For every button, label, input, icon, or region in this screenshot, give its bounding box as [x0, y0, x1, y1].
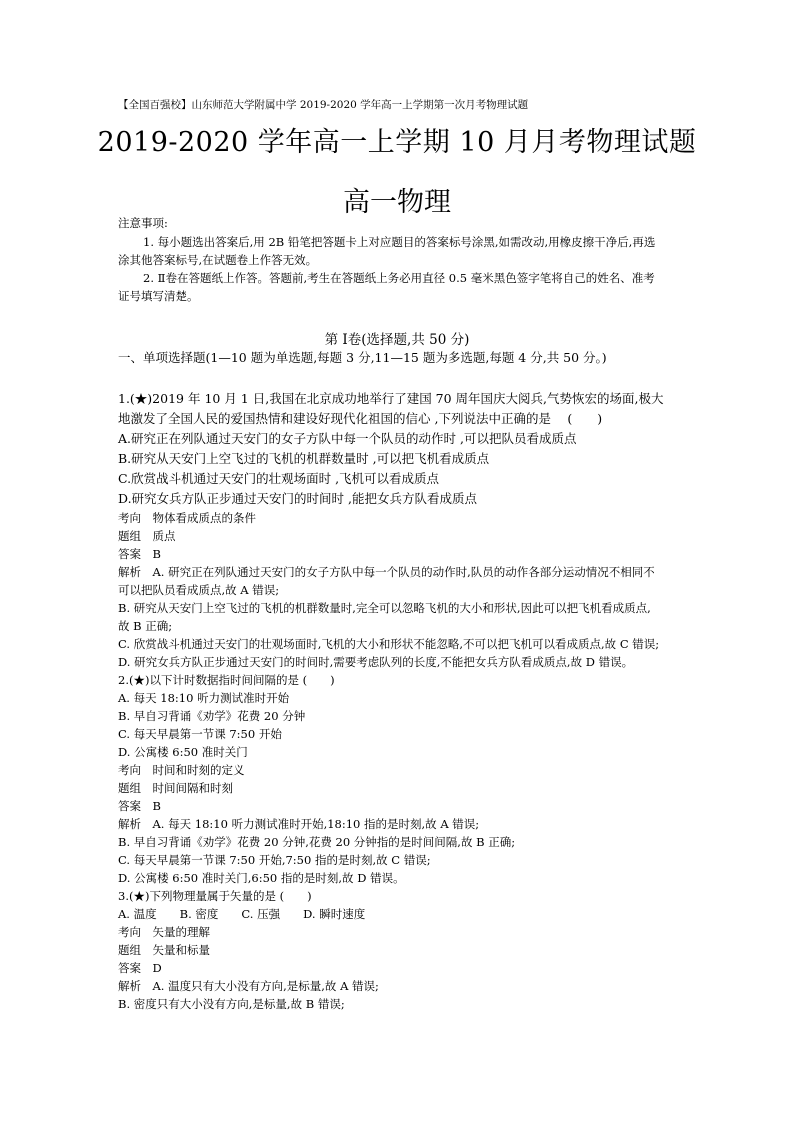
question-1-stem-cont: 地激发了全国人民的爱国热情和建设好现代化祖国的信心 ,下列说法中正确的是 ( )	[118, 411, 603, 426]
question-1-option-d: D.研究女兵方队正步通过天安门的时间时 ,能把女兵方队看成质点	[118, 491, 477, 506]
question-2-explanation-a: 解析 A. 每天 18:10 听力测试准时开始,18:10 指的是时刻,故 A 错误;	[118, 817, 480, 831]
page-title: 2019-2020 学年高一上学期 10 月月考物理试题	[97, 127, 697, 158]
question-1-option-b: B.研究从天安门上空飞过的飞机的机群数量时 ,可以把飞机看成质点	[118, 451, 490, 466]
question-1-option-a: A.研究正在列队通过天安门的女子方队中每一个队员的动作时 ,可以把队员看成质点	[118, 431, 577, 446]
question-1-explanation-a: 解析 A. 研究正在列队通过天安门的女子方队中每一个队员的动作时,队员的动作各部分运动情况不相同不	[118, 565, 655, 579]
notice-heading: 注意事项:	[118, 216, 168, 230]
notice-item-2-cont: 证号填写清楚。	[118, 289, 199, 303]
question-1-stem: 1.(★)2019 年 10 月 1 日,我国在北京成功地举行了建国 70 周年国庆大阅兵,气势恢宏的场面,极大	[118, 391, 664, 406]
notice-item-2: 2. Ⅱ卷在答题纸上作答。答题前,考生在答题纸上务必用直径 0.5 毫米黑色签字笔将自己的姓名、准考	[143, 271, 655, 285]
question-2-option-b: B. 早自习背诵《劝学》花费 20 分钟	[118, 709, 306, 723]
question-1-explanation-c: C. 欣赏战斗机通过天安门的壮观场面时,飞机的大小和形状不能忽略,不可以把飞机可以看成质点,故 C 错误;	[118, 637, 660, 651]
notice-item-1-cont: 涂其他答案标号,在试题卷上作答无效。	[118, 253, 318, 267]
question-3-stem: 3.(★)下列物理量属于矢量的是 ( )	[118, 889, 312, 903]
source-line: 【全国百强校】山东师范大学附属中学 2019-2020 学年高一上学期第一次月考物理试题	[118, 99, 529, 111]
question-2-explanation-b: B. 早自习背诵《劝学》花费 20 分钟,花费 20 分钟指的是时间间隔,故 B 正确;	[118, 835, 516, 849]
question-1-explanation-b: B. 研究从天安门上空飞过的飞机的机群数量时,完全可以忽略飞机的大小和形状,因此可以把飞机看成质点,	[118, 601, 651, 615]
question-2-tizu: 题组 时间间隔和时刻	[118, 781, 233, 795]
question-2-explanation-d: D. 公寓楼 6:50 准时关门,6:50 指的是时刻,故 D 错误。	[118, 871, 405, 885]
question-2-option-c: C. 每天早晨第一节课 7:50 开始	[118, 727, 282, 741]
page-subtitle: 高一物理	[343, 187, 451, 218]
question-3-explanation-b: B. 密度只有大小没有方向,是标量,故 B 错误;	[118, 997, 345, 1011]
question-3-explanation-a: 解析 A. 温度只有大小没有方向,是标量,故 A 错误;	[118, 979, 379, 993]
notice-item-1: 1. 每小题选出答案后,用 2B 铅笔把答题卡上对应题目的答案标号涂黑,如需改动,用橡皮擦干净后,再选	[143, 235, 656, 249]
question-2-explanation-c: C. 每天早晨第一节课 7:50 开始,7:50 指的是时刻,故 C 错误;	[118, 853, 431, 867]
question-3-options: A. 温度 B. 密度 C. 压强 D. 瞬时速度	[118, 907, 366, 921]
question-1-kaoxiang: 考向 物体看成质点的条件	[118, 511, 256, 525]
question-1-option-c: C.欣赏战斗机通过天安门的壮观场面时 ,飞机可以看成质点	[118, 471, 440, 486]
question-1-explanation-a-cont: 可以把队员看成质点,故 A 错误;	[118, 583, 280, 597]
question-2-option-a: A. 每天 18:10 听力测试准时开始	[118, 691, 290, 705]
question-2-answer: 答案 B	[118, 799, 161, 813]
question-3-tizu: 题组 矢量和标量	[118, 943, 210, 957]
question-2-kaoxiang: 考向 时间和时刻的定义	[118, 763, 245, 777]
question-1-answer: 答案 B	[118, 547, 161, 561]
section-title: 第 Ⅰ卷(选择题,共 50 分)	[324, 332, 470, 348]
section-instructions: 一、单项选择题(1—10 题为单选题,每题 3 分,11—15 题为多选题,每题 4 分,共 50 分。)	[118, 350, 607, 365]
question-2-option-d: D. 公寓楼 6:50 准时关门	[118, 745, 248, 759]
question-2-stem: 2.(★)以下计时数据指时间间隔的是 ( )	[118, 673, 335, 687]
question-1-explanation-d: D. 研究女兵方队正步通过天安门的时间时,需要考虑队列的长度,不能把女兵方队看成质点,故 D 错误。	[118, 655, 634, 669]
question-3-kaoxiang: 考向 矢量的理解	[118, 925, 210, 939]
question-1-explanation-b-cont: 故 B 正确;	[118, 619, 173, 633]
question-1-tizu: 题组 质点	[118, 529, 176, 543]
question-3-answer: 答案 D	[118, 961, 162, 975]
